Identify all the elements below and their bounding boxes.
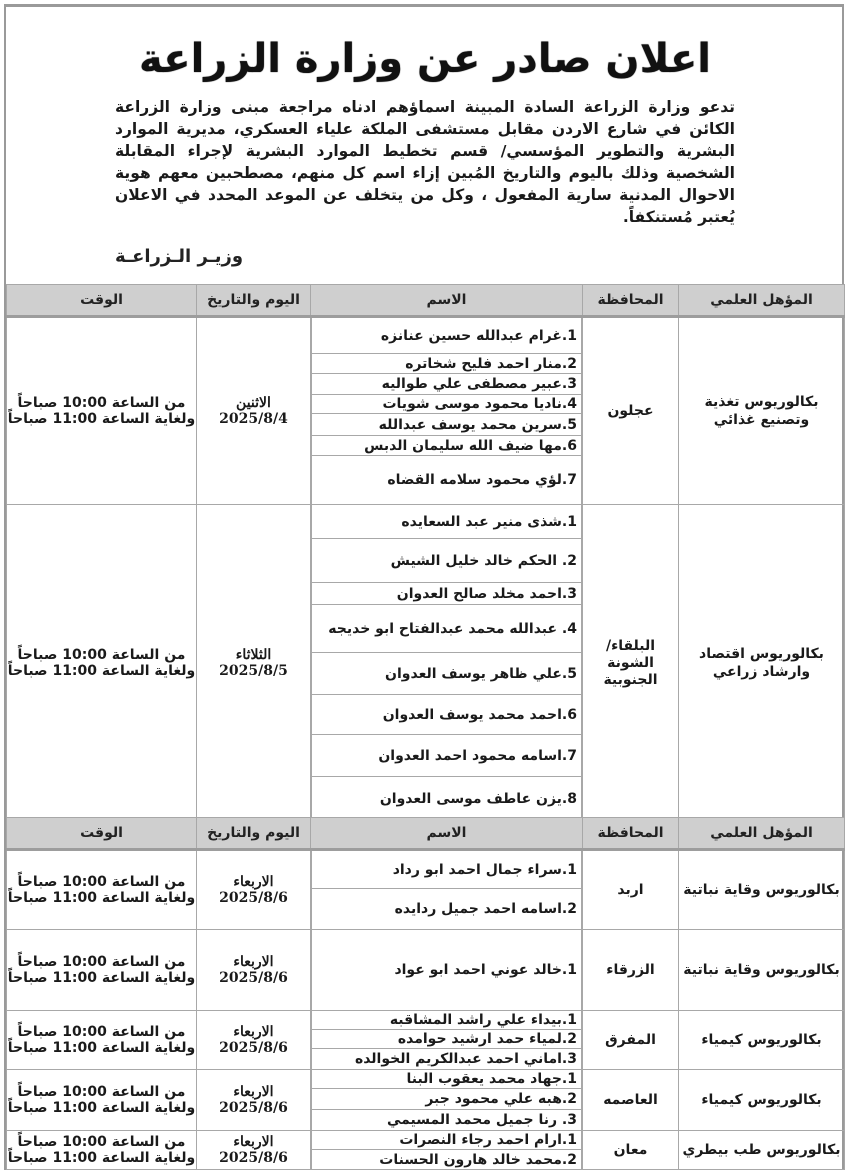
header-qualification: المؤهل العلمي: [679, 285, 845, 317]
time-cell: [7, 1070, 197, 1131]
time-to: ولغاية الساعة 11:00 صباحاً: [7, 1100, 196, 1116]
list-item: 2.اسامه احمد جميل ردايده: [311, 889, 581, 929]
list-item: 7.لؤي محمود سلامه القضاه: [311, 456, 581, 504]
qualification-cell: بكالوريوس كيمياء: [679, 1011, 845, 1070]
header-time: الوقت: [7, 818, 197, 850]
list-item: 1.بيداء علي راشد المشاقبه: [311, 1011, 581, 1030]
date-label: 2025/8/6: [219, 1150, 288, 1166]
list-item: 3.احمد مخلد صالح العدوان: [311, 583, 581, 605]
table-row: [7, 317, 845, 505]
list-item: 4. عبدالله محمد عبدالفتاح ابو خديجه: [311, 605, 581, 653]
names-cell: [311, 317, 583, 505]
header-day-date: اليوم والتاريخ: [197, 285, 311, 317]
list-item: 1.شذى منير عبد السعايده: [311, 505, 581, 539]
time-to: ولغاية الساعة 11:00 صباحاً: [7, 663, 196, 679]
table-row: [7, 1131, 845, 1170]
day-label: الثلاثاء: [235, 647, 272, 663]
date-label: 2025/8/4: [219, 411, 288, 427]
header-name: الاسم: [311, 818, 583, 850]
day-label: الاربعاء: [233, 1024, 274, 1040]
time-cell: [7, 1131, 197, 1170]
qualification-cell: بكالوريوس وقاية نباتية: [679, 930, 845, 1011]
name-list: [311, 851, 582, 929]
table-header-row: [7, 818, 845, 850]
day-date-cell: [197, 930, 311, 1011]
table-row: [7, 930, 845, 1011]
interview-table-part-1: [6, 284, 845, 822]
time-to: ولغاية الساعة 11:00 صباحاً: [7, 411, 196, 427]
day-label: الاثنين: [236, 395, 271, 411]
list-item: 7.اسامه محمود احمد العدوان: [311, 735, 581, 777]
table-row: [7, 1070, 845, 1131]
announcement-title: اعلان صادر عن وزارة الزراعة: [139, 36, 711, 82]
day-date-cell: [197, 1011, 311, 1070]
day-date-cell: [197, 850, 311, 930]
list-item: 6.مها ضيف الله سليمان الدبس: [311, 436, 581, 456]
list-item: 6.احمد محمد يوسف العدوان: [311, 695, 581, 735]
list-item: 3.عبير مصطفى علي طواليه: [311, 374, 581, 395]
governorate-cell: اربد: [583, 850, 679, 930]
list-item: 1.خالد عوني احمد ابو عواد: [311, 930, 581, 1010]
names-cell: [311, 1070, 583, 1131]
list-item: 3. رنا جميل محمد المسيمي: [311, 1110, 581, 1130]
qualification-cell: بكالوريوس اقتصاد وارشاد زراعي: [679, 505, 845, 822]
list-item: 2.هبه علي محمود جبر: [311, 1089, 581, 1110]
time-from: من الساعة 10:00 صباحاً: [17, 395, 186, 411]
list-item: 3.اماني احمد عبدالكريم الخوالده: [311, 1049, 581, 1069]
name-list: [311, 1070, 582, 1130]
day-label: الاربعاء: [233, 874, 274, 890]
time-from: من الساعة 10:00 صباحاً: [17, 874, 186, 890]
time-to: ولغاية الساعة 11:00 صباحاً: [7, 970, 196, 986]
name-list: [311, 1011, 582, 1069]
date-label: 2025/8/6: [219, 1040, 288, 1056]
header-governorate: المحافظة: [583, 818, 679, 850]
header-name: الاسم: [311, 285, 583, 317]
day-date-cell: [197, 317, 311, 505]
list-item: 1.ارام احمد رجاء النصرات: [311, 1131, 581, 1150]
list-item: 1.غرام عبدالله حسين عنانزه: [311, 318, 581, 354]
announcement-signature: وزيـر الـزراعـة: [115, 246, 244, 267]
table-row: [7, 505, 845, 822]
qualification-cell: بكالوريوس طب بيطري: [679, 1131, 845, 1170]
day-label: الاربعاء: [233, 954, 274, 970]
list-item: 4.ناديا محمود موسى شويات: [311, 395, 581, 414]
qualification-cell: بكالوريوس تغذية وتصنيع غذائي: [679, 317, 845, 505]
governorate-cell: البلقاء/ الشونة الجنوبية: [583, 505, 679, 822]
time-cell: [7, 1011, 197, 1070]
time-from: من الساعة 10:00 صباحاً: [17, 954, 186, 970]
day-date-cell: [197, 505, 311, 822]
time-to: ولغاية الساعة 11:00 صباحاً: [7, 890, 196, 906]
list-item: 5.سرين محمد يوسف عبدالله: [311, 414, 581, 436]
governorate-cell: معان: [583, 1131, 679, 1170]
list-item: 1.جهاد محمد يعقوب البنا: [311, 1070, 581, 1089]
list-item: 2. الحكم خالد خليل الشيش: [311, 539, 581, 583]
name-list: [311, 318, 582, 504]
interview-table-part-2: [6, 817, 845, 1170]
names-cell: [311, 505, 583, 822]
governorate-cell: الزرقاء: [583, 930, 679, 1011]
name-list: [311, 505, 582, 821]
name-list: [311, 1131, 582, 1169]
day-label: الاربعاء: [233, 1084, 274, 1100]
table-row: [7, 1011, 845, 1070]
time-from: من الساعة 10:00 صباحاً: [17, 1084, 186, 1100]
time-to: ولغاية الساعة 11:00 صباحاً: [7, 1040, 196, 1056]
table-header-row: [7, 285, 845, 317]
names-cell: [311, 930, 583, 1011]
time-from: من الساعة 10:00 صباحاً: [17, 647, 186, 663]
name-list: [311, 930, 582, 1010]
date-label: 2025/8/6: [219, 970, 288, 986]
header-qualification: المؤهل العلمي: [679, 818, 845, 850]
table-row: [7, 850, 845, 930]
header-governorate: المحافظة: [583, 285, 679, 317]
qualification-cell: بكالوريوس كيمياء: [679, 1070, 845, 1131]
qualification-cell: بكالوريوس وقاية نباتية: [679, 850, 845, 930]
time-from: من الساعة 10:00 صباحاً: [17, 1024, 186, 1040]
day-date-cell: [197, 1131, 311, 1170]
time-cell: [7, 505, 197, 822]
time-to: ولغاية الساعة 11:00 صباحاً: [7, 1150, 196, 1166]
time-from: من الساعة 10:00 صباحاً: [17, 1134, 186, 1150]
list-item: 2.منار احمد فليح شخاتره: [311, 354, 581, 374]
time-cell: [7, 850, 197, 930]
day-date-cell: [197, 1070, 311, 1131]
header-time: الوقت: [7, 285, 197, 317]
list-item: 8.يزن عاطف موسى العدوان: [311, 777, 581, 821]
date-label: 2025/8/6: [219, 890, 288, 906]
time-cell: [7, 317, 197, 505]
names-cell: [311, 1011, 583, 1070]
names-cell: [311, 850, 583, 930]
names-cell: [311, 1131, 583, 1170]
list-item: 2.محمد خالد هارون الحسنات: [311, 1150, 581, 1169]
governorate-cell: العاصمه: [583, 1070, 679, 1131]
header-day-date: اليوم والتاريخ: [197, 818, 311, 850]
list-item: 5.علي ظاهر يوسف العدوان: [311, 653, 581, 695]
governorate-cell: المفرق: [583, 1011, 679, 1070]
time-cell: [7, 930, 197, 1011]
date-label: 2025/8/5: [219, 663, 288, 679]
date-label: 2025/8/6: [219, 1100, 288, 1116]
governorate-cell: عجلون: [583, 317, 679, 505]
announcement-body: تدعو وزارة الزراعة السادة المبينة اسماؤهم ادناه مراجعة مبنى وزارة الزراعة الكائن في شارع الاردن مقابل مستشفى الملكة علياء العسكري، مديرية الموارد البشرية والتطوير المؤسسي/ قسم تخطيط الموارد البشرية لإجراء المقابلة الشخصية وذلك باليوم والتاريخ المُبين إزاء اسم كل منهم، مصطحبين معهم هوية الاحوال المدنية سارية المفعول ، وكل من يتخلف عن الموعد المحدد في الاعلان يُعتبر مُستنكفاً.: [115, 98, 735, 226]
list-item: 1.سراء جمال احمد ابو رداد: [311, 851, 581, 889]
list-item: 2.لمياء حمد ارشيد حوامده: [311, 1030, 581, 1049]
day-label: الاربعاء: [233, 1134, 274, 1150]
